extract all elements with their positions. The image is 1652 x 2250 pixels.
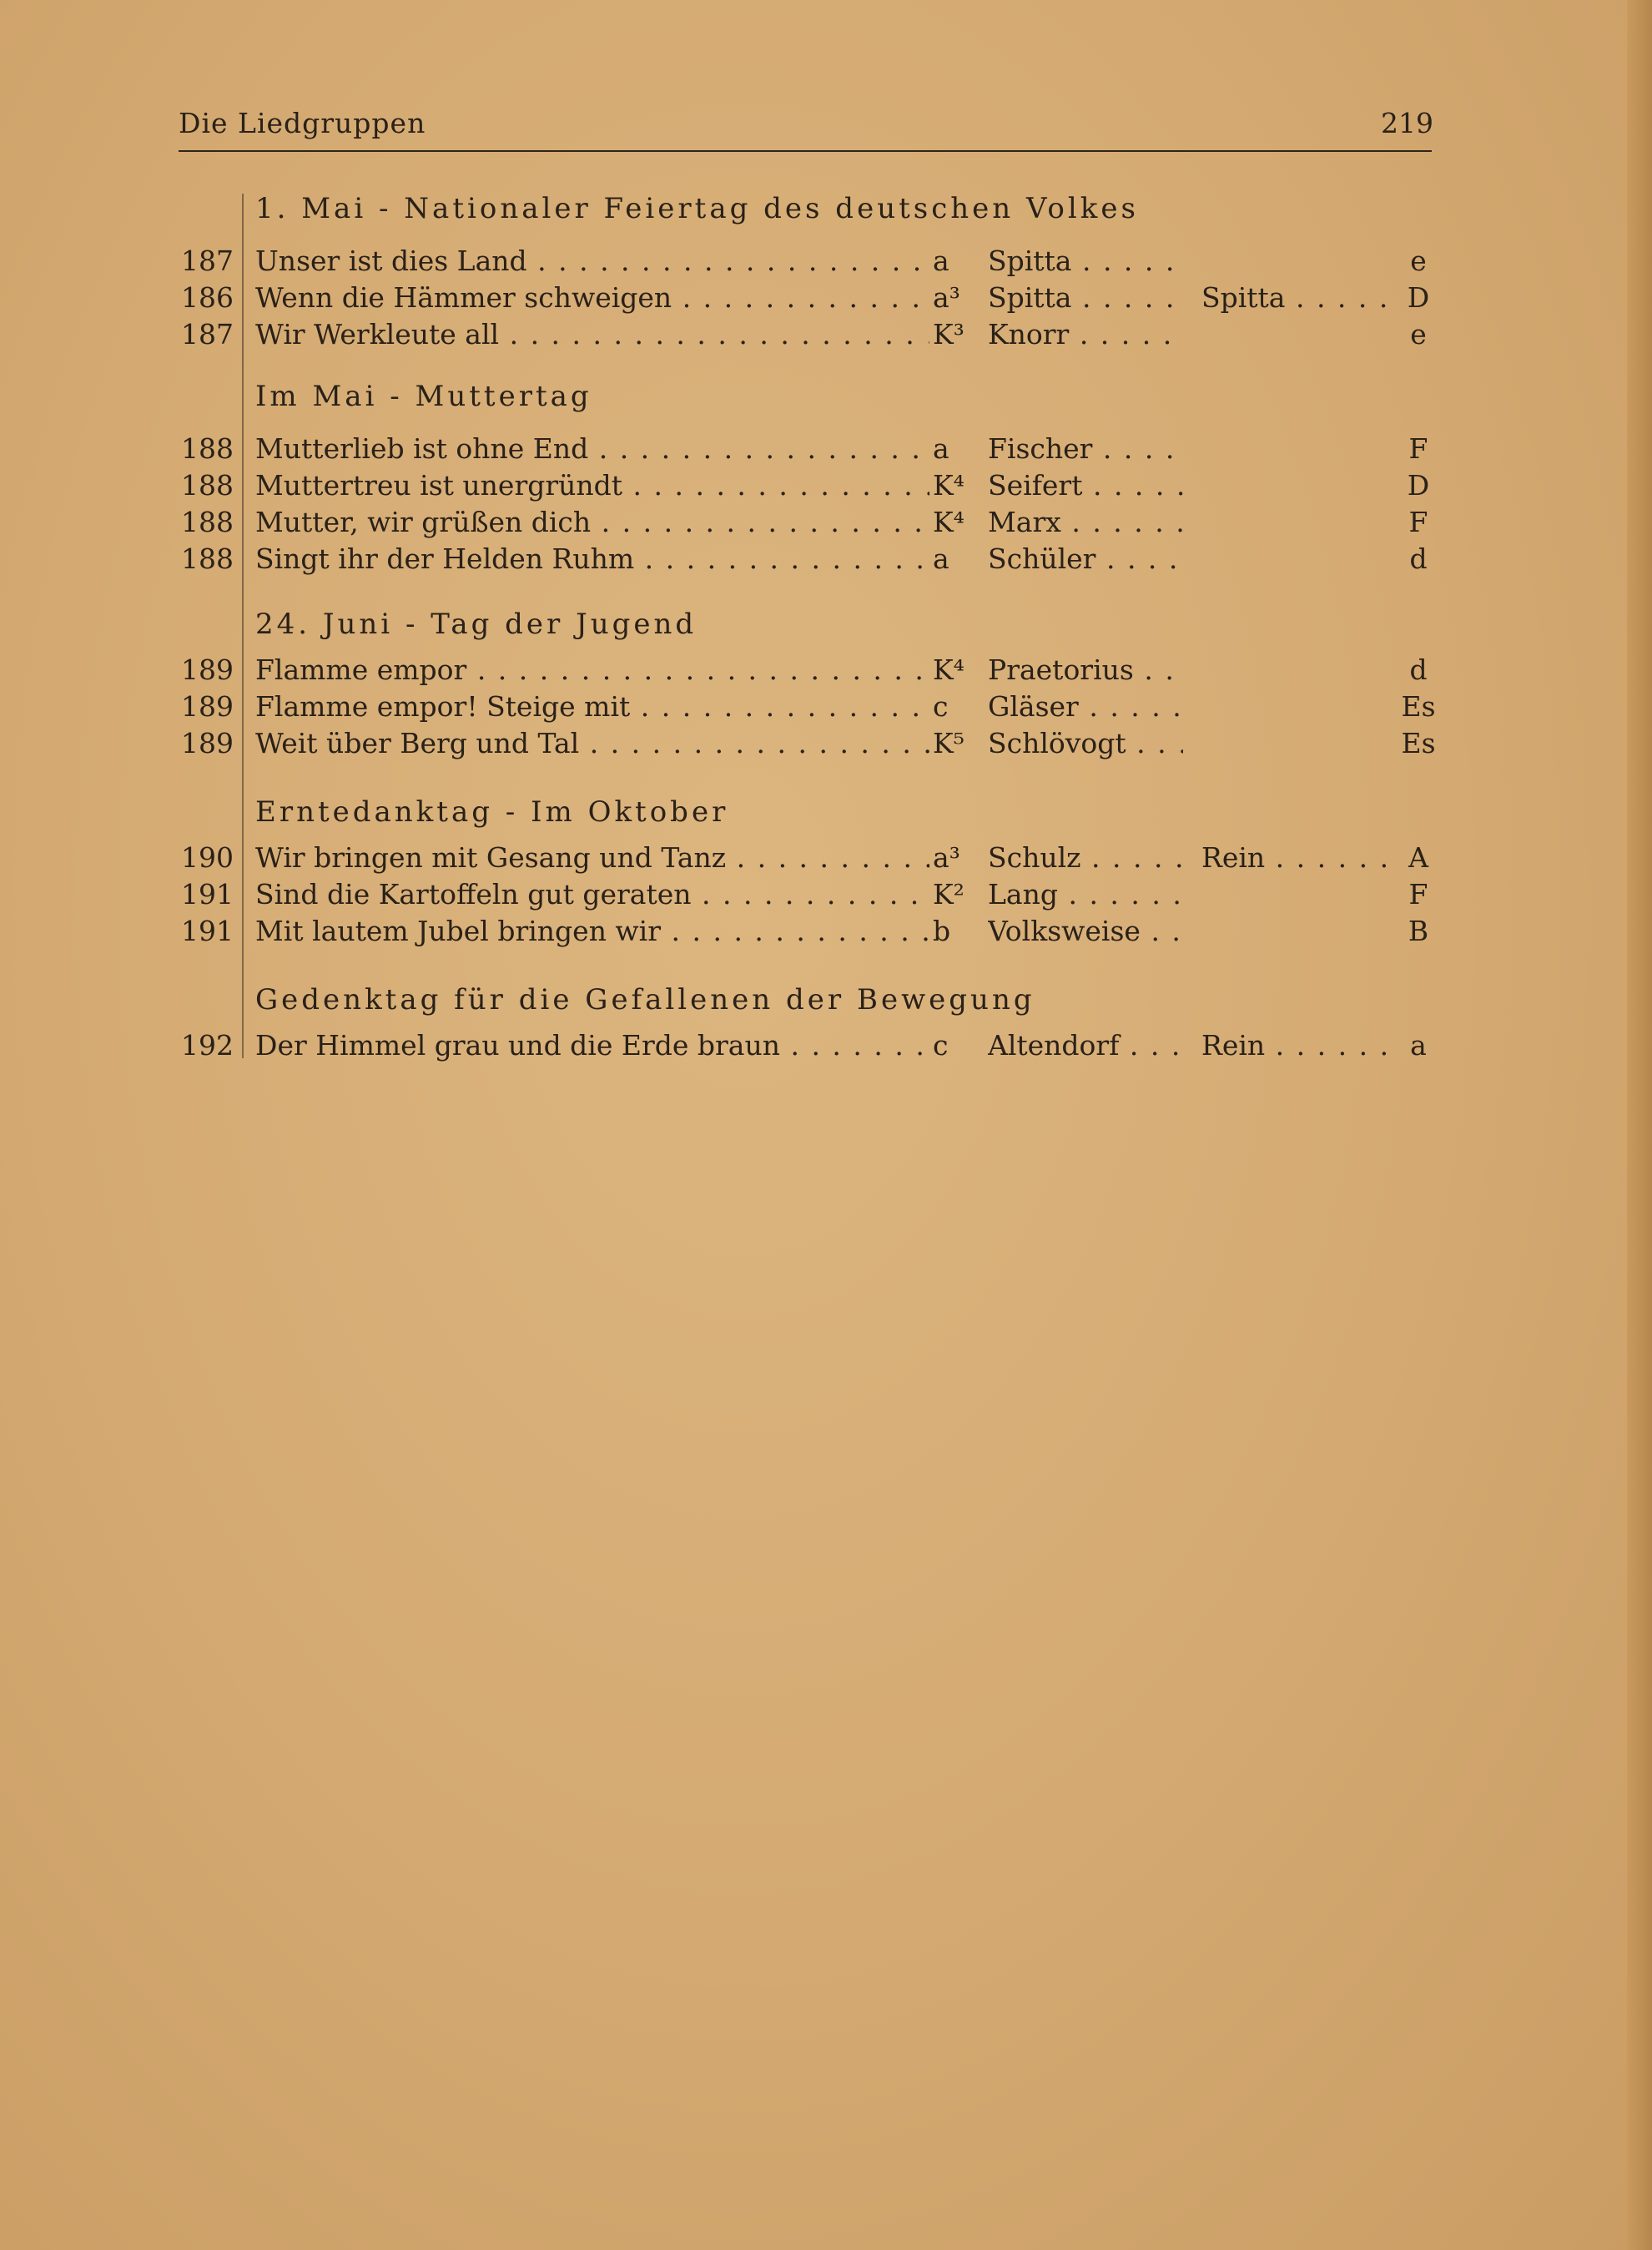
song-title: Mutter, wir grüßen dich . . . bbox=[255, 506, 929, 538]
voicing: a bbox=[933, 432, 949, 465]
song-title: Unser ist dies Land . . . bbox=[255, 245, 929, 277]
song-title: Wir bringen mit Gesang und Tanz . . . bbox=[255, 841, 929, 874]
song-number: 191 bbox=[181, 878, 234, 911]
composer: Altendorf . . . bbox=[988, 1029, 1183, 1062]
song-number: 188 bbox=[181, 506, 234, 538]
running-title: Die Liedgruppen bbox=[179, 107, 426, 139]
composer: Gläser . . . bbox=[988, 690, 1183, 723]
song-key: F bbox=[1408, 506, 1428, 538]
song-row bbox=[0, 653, 1652, 687]
song-title: Wenn die Hämmer schweigen . . . bbox=[255, 281, 929, 314]
song-key: F bbox=[1408, 432, 1428, 465]
section-heading: Im Mai - Muttertag bbox=[255, 380, 592, 413]
song-key: a bbox=[1410, 1029, 1427, 1062]
arranger: Rein . . . bbox=[1201, 841, 1388, 874]
song-row bbox=[0, 281, 1652, 315]
song-number: 191 bbox=[181, 915, 234, 947]
song-number: 189 bbox=[181, 727, 234, 759]
song-number: 189 bbox=[181, 690, 234, 723]
song-row bbox=[0, 690, 1652, 724]
song-row bbox=[0, 1029, 1652, 1062]
voicing: K⁴ bbox=[933, 506, 965, 538]
song-row bbox=[0, 506, 1652, 539]
composer: Volksweise . . . bbox=[988, 915, 1183, 947]
song-title: Muttertreu ist unergründt . . . bbox=[255, 469, 929, 502]
composer: Seifert . . . bbox=[988, 469, 1183, 502]
song-title: Singt ihr der Helden Ruhm . . . bbox=[255, 542, 929, 575]
song-number: 188 bbox=[181, 542, 234, 575]
voicing: K⁴ bbox=[933, 653, 965, 686]
page-number: 219 bbox=[1381, 107, 1433, 139]
song-title: Flamme empor . . . bbox=[255, 653, 929, 686]
voicing: K⁴ bbox=[933, 469, 965, 502]
song-number: 187 bbox=[181, 318, 234, 351]
song-key: B bbox=[1408, 915, 1429, 947]
song-row bbox=[0, 878, 1652, 911]
section-heading: 1. Mai - Nationaler Feiertag des deutschen Volkes bbox=[255, 192, 1139, 225]
song-row bbox=[0, 432, 1652, 466]
voicing: a bbox=[933, 245, 949, 277]
voicing: a³ bbox=[933, 281, 960, 314]
song-number: 187 bbox=[181, 245, 234, 277]
arranger: Spitta . . . bbox=[1201, 281, 1388, 314]
song-row bbox=[0, 318, 1652, 351]
voicing: K² bbox=[933, 878, 965, 911]
song-title: Mutterlieb ist ohne End . . . bbox=[255, 432, 929, 465]
voicing: c bbox=[933, 1029, 949, 1062]
voicing: b bbox=[933, 915, 951, 947]
song-row bbox=[0, 915, 1652, 948]
song-title: Weit über Berg und Tal . . . bbox=[255, 727, 929, 759]
song-key: d bbox=[1409, 653, 1428, 686]
song-title: Der Himmel grau und die Erde braun . . . bbox=[255, 1029, 929, 1062]
composer: Schlövogt . . . bbox=[988, 727, 1183, 759]
song-key: Es bbox=[1401, 690, 1436, 723]
song-key: D bbox=[1407, 469, 1430, 502]
song-key: e bbox=[1410, 245, 1427, 277]
composer: Spitta . . . bbox=[988, 281, 1183, 314]
song-number: 189 bbox=[181, 653, 234, 686]
composer: Praetorius . . . bbox=[988, 653, 1183, 686]
song-number: 188 bbox=[181, 432, 234, 465]
arranger: Rein . . . bbox=[1201, 1029, 1388, 1062]
section-heading: Erntedanktag - Im Oktober bbox=[255, 795, 729, 829]
voicing: K³ bbox=[933, 318, 965, 351]
song-number: 186 bbox=[181, 281, 234, 314]
song-title: Sind die Kartoffeln gut geraten . . . bbox=[255, 878, 929, 911]
song-row bbox=[0, 841, 1652, 875]
voicing: K⁵ bbox=[933, 727, 965, 759]
section-heading: 24. Juni - Tag der Jugend bbox=[255, 608, 698, 641]
song-number: 190 bbox=[181, 841, 234, 874]
composer: Schüler . . . bbox=[988, 542, 1183, 575]
voicing: a³ bbox=[933, 841, 960, 874]
song-title: Flamme empor! Steige mit . . . bbox=[255, 690, 929, 723]
song-key: d bbox=[1409, 542, 1428, 575]
song-title: Mit lautem Jubel bringen wir . . . bbox=[255, 915, 929, 947]
song-key: Es bbox=[1401, 727, 1436, 759]
song-row bbox=[0, 542, 1652, 576]
composer: Schulz . . . bbox=[988, 841, 1183, 874]
voicing: c bbox=[933, 690, 949, 723]
song-key: F bbox=[1408, 878, 1428, 911]
song-key: A bbox=[1408, 841, 1428, 874]
song-number: 188 bbox=[181, 469, 234, 502]
song-row bbox=[0, 727, 1652, 760]
section-heading: Gedenktag für die Gefallenen der Bewegung bbox=[255, 983, 1035, 1017]
song-title: Wir Werkleute all . . . bbox=[255, 318, 929, 351]
composer: Lang . . . bbox=[988, 878, 1183, 911]
song-row bbox=[0, 245, 1652, 278]
composer: Knorr . . . bbox=[988, 318, 1183, 351]
composer: Fischer . . . bbox=[988, 432, 1183, 465]
composer: Marx . . . bbox=[988, 506, 1183, 538]
song-row bbox=[0, 469, 1652, 502]
composer: Spitta . . . bbox=[988, 245, 1183, 277]
song-number: 192 bbox=[181, 1029, 234, 1062]
voicing: a bbox=[933, 542, 949, 575]
song-key: D bbox=[1407, 281, 1430, 314]
song-key: e bbox=[1410, 318, 1427, 351]
